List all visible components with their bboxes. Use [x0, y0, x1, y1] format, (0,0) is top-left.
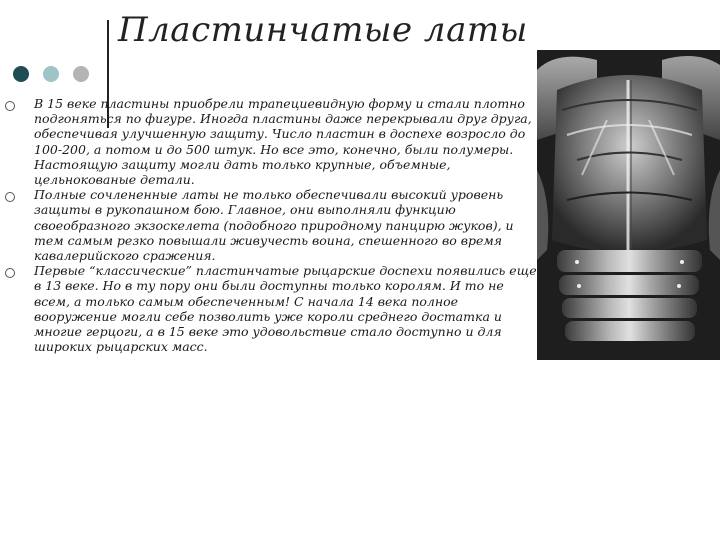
bullet-text: В 15 веке пластины приобрели трапециевидную форму и стали плотно подгоняться по фигуре. Иногда пластины даже перекрывали друг друга, обеспечивая улучшенную защиту. Число пластин в доспехе возросло до 100-200, а потом и до 500 штук. Но все это, конечно, были полумеры. Настоящую защиту могли дать только крупные, объемные, цельнокованые детали.: [34, 96, 532, 188]
bullet-text: Полные сочлененные латы не только обеспечивали высокий уровень защиты в рукопашном бою. Главное, они выполняли функцию своеобразного экзоскелета (подобного природному панцирю жуков), и тем самым резко повышали живучесть воина, спешенного во время кавалерийского сражения.: [34, 187, 514, 264]
bullet-text: Первые “классические” пластинчатые рыцарские доспехи появились еще в 13 веке. Но в ту пору они были доступны только королям. И то не всем, а только самым обеспеченным! С начала 14 века полное вооружение могли себе позволить уже короли среднего достатка и многие герцоги, а в 15 веке это удовольствие стало доступно и для широких рыцарских масс.: [34, 263, 537, 355]
bullet-item: [0, 187, 540, 263]
dot-light-teal: [43, 66, 59, 82]
dot-gray: [73, 66, 89, 82]
slide-title: Пластинчатые латы: [118, 10, 528, 50]
armor-photo: [537, 50, 720, 360]
bullet-circle-icon: [5, 101, 15, 111]
bullet-circle-icon: [5, 192, 15, 202]
dot-dark-teal: [13, 66, 29, 82]
bullet-item: [0, 263, 540, 354]
bullet-circle-icon: [5, 268, 15, 278]
bullet-item: [0, 96, 540, 187]
plate-armor-image: [537, 50, 720, 360]
bullet-list: [0, 96, 540, 354]
